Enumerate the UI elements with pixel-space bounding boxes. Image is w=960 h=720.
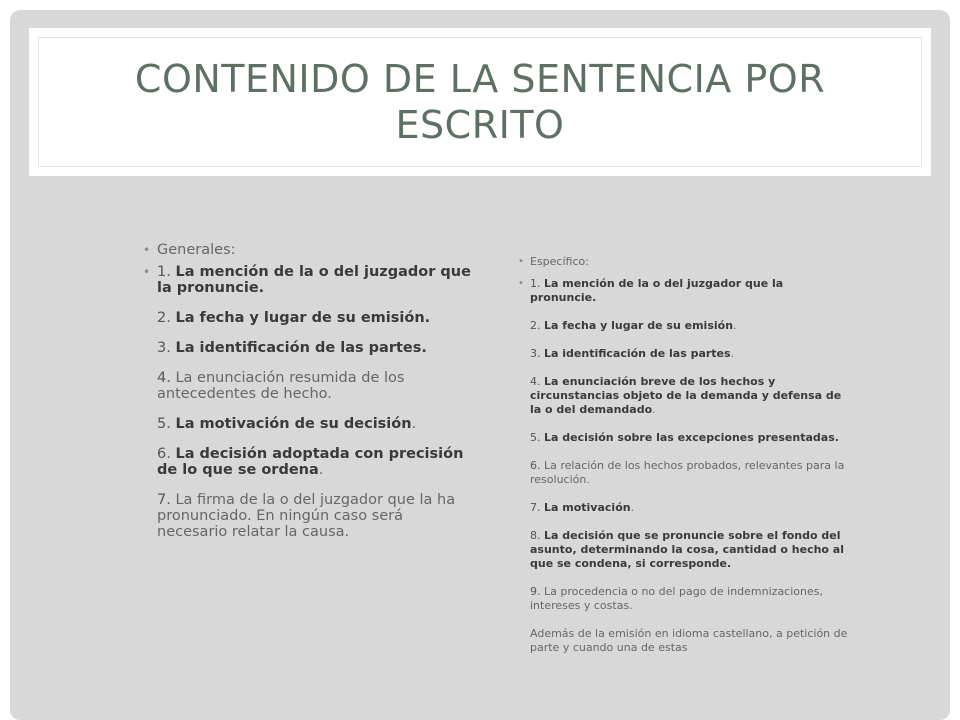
title-frame — [38, 37, 922, 167]
item-text: La motivación de su decisión — [175, 416, 412, 432]
item-number: 2. — [157, 310, 171, 326]
slide-title: CONTENIDO DE LA SENTENCIA POR ESCRITO — [134, 57, 826, 147]
right-footer-text: Además de la emisión en idioma castellano, a petición de parte y cuando una de estas — [530, 627, 848, 654]
item-number: 7. — [530, 501, 541, 514]
list-item — [518, 255, 853, 269]
right-item-3 — [530, 347, 853, 361]
title-box — [29, 28, 931, 176]
right-heading: Específico: — [530, 255, 589, 268]
item-text: La identificación de las partes — [175, 340, 422, 356]
item-number: 4. — [530, 375, 541, 388]
item-text: La fecha y lugar de su emisión — [544, 319, 734, 332]
item-text: La mención de la o del juzgador que la pronuncie — [157, 264, 471, 296]
right-item-4 — [530, 375, 853, 417]
right-list — [518, 255, 853, 655]
item-text: La relación de los hechos probados, relevantes para la resolución. — [530, 459, 845, 486]
item-text: La procedencia o no del pago de indemnizaciones, intereses y costas. — [530, 585, 823, 612]
right-item-6 — [530, 459, 853, 487]
item-suffix: . — [411, 416, 417, 432]
right-item-9 — [530, 585, 853, 613]
item-suffix: . — [652, 403, 656, 416]
item-number: 6. — [530, 459, 541, 472]
left-item-4 — [157, 370, 473, 402]
item-number: 4. — [157, 370, 171, 386]
left-item-1 — [157, 264, 473, 296]
right-item-8 — [530, 529, 853, 571]
right-item-7 — [530, 501, 853, 515]
bullet-icon: • — [143, 265, 151, 279]
right-item-2 — [530, 319, 853, 333]
left-item-2 — [157, 310, 473, 326]
item-number: 5. — [530, 431, 541, 444]
item-suffix: . — [258, 280, 265, 296]
item-text: La motivación — [544, 501, 631, 514]
bullet-icon: • — [518, 256, 524, 267]
item-text: La enunciación breve de los hechos y circunstancias objeto de la demanda y defensa de la o del demandado — [530, 375, 842, 416]
right-column — [518, 255, 853, 669]
item-number: 8. — [530, 529, 541, 542]
left-heading: Generales: — [157, 242, 236, 258]
item-number: 9. — [530, 585, 541, 598]
left-column — [143, 242, 473, 554]
item-text: La decisión que se pronuncie sobre el fondo del asunto, determinando la cosa, cantidad o hecho al que se condena, si corresponde. — [530, 529, 845, 570]
item-number: 6. — [157, 446, 171, 462]
left-item-7 — [157, 492, 473, 540]
item-text: La firma de la o del juzgador que la ha pronunciado. En ningún caso será necesario relatar la causa. — [157, 492, 456, 540]
left-item-5 — [157, 416, 473, 432]
item-text: La enunciación resumida de los antecedentes de hecho. — [157, 370, 405, 402]
slide — [10, 10, 950, 720]
left-item-3 — [157, 340, 473, 356]
item-number: 5. — [157, 416, 171, 432]
list-item — [143, 264, 473, 540]
item-number: 3. — [157, 340, 171, 356]
item-number: 1. — [530, 277, 541, 290]
right-item-5 — [530, 431, 853, 445]
left-list — [143, 242, 473, 540]
item-suffix: . — [421, 340, 427, 356]
item-suffix: . — [733, 319, 737, 332]
item-text: La mención de la o del juzgador que la pronuncie. — [530, 277, 784, 304]
item-text: La identificación de las partes — [544, 347, 731, 360]
item-number: 3. — [530, 347, 541, 360]
item-number: 1. — [157, 264, 171, 280]
left-item-6 — [157, 446, 473, 478]
right-item-1 — [530, 277, 853, 305]
item-number: 7. — [157, 492, 171, 508]
bullet-icon: • — [518, 278, 524, 289]
item-number: 2. — [530, 319, 541, 332]
item-suffix: . — [630, 501, 635, 514]
item-text: La decisión adoptada con precisión de lo que se ordena — [157, 446, 464, 478]
item-text: La fecha y lugar de su emisión. — [175, 310, 431, 326]
item-suffix: . — [318, 462, 324, 478]
item-suffix: . — [730, 347, 735, 360]
item-text: La decisión sobre las excepciones presentadas. — [544, 431, 839, 444]
list-item — [518, 277, 853, 655]
list-item — [143, 242, 473, 258]
bullet-icon: • — [143, 243, 151, 257]
